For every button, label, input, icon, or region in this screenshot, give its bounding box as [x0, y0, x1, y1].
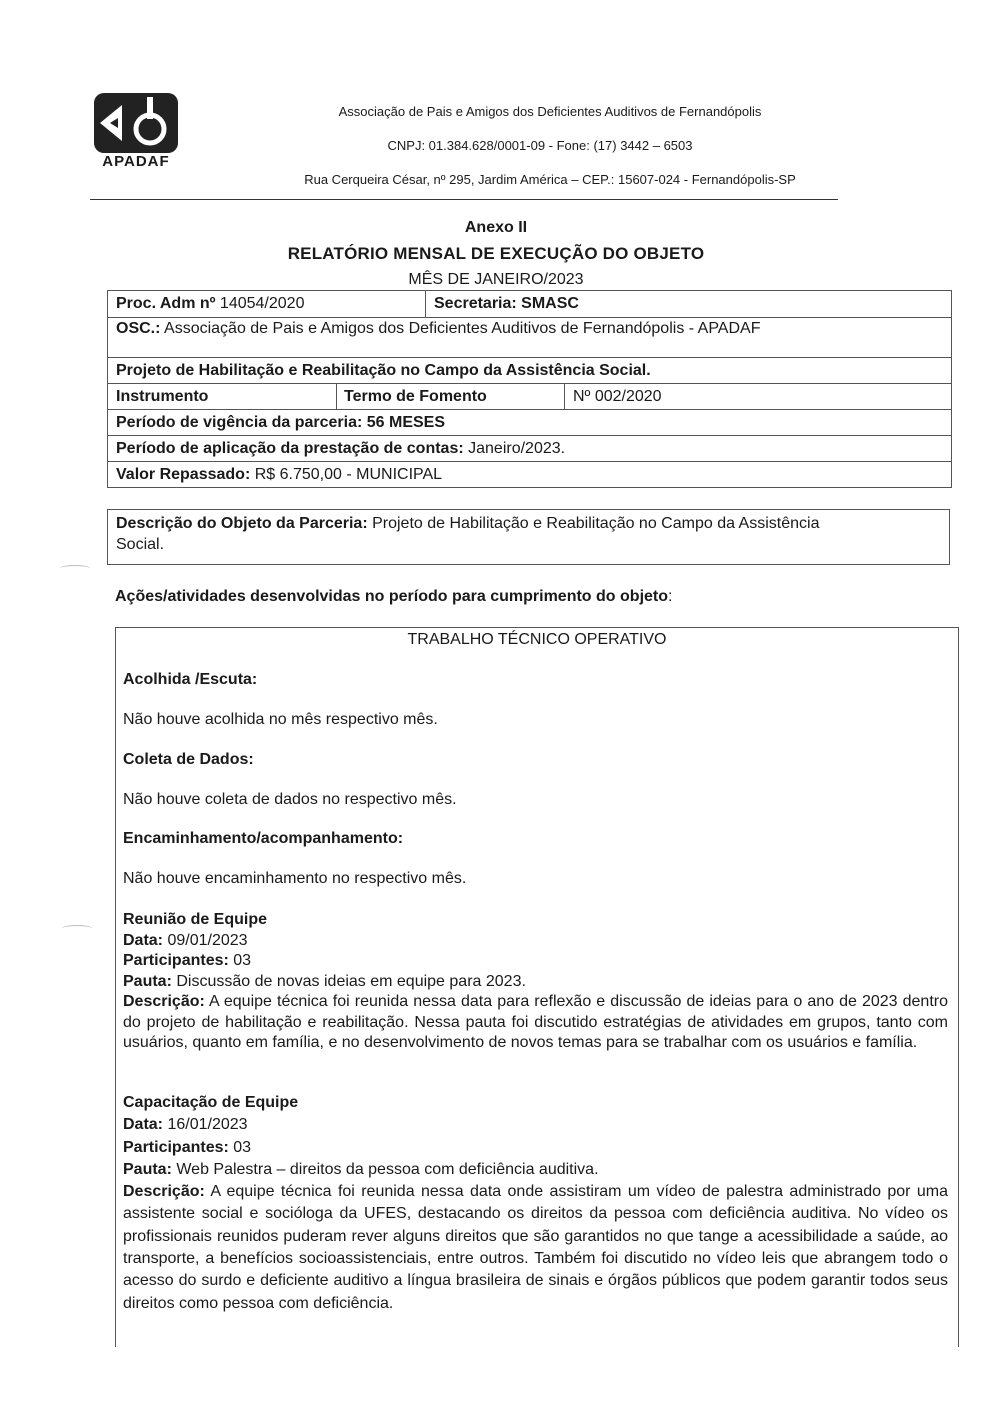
header-divider — [90, 199, 838, 200]
reuniao-descricao — [123, 992, 948, 1054]
description-label: Descrição do Objeto da Parceria: — [116, 515, 368, 532]
association-name: Associação de Pais e Amigos dos Deficientes Auditivos de Fernandópolis — [338, 104, 762, 119]
osc-label: OSC.: — [116, 320, 161, 337]
actions-label: Ações/atividades desenvolvidas no período para cumprimento do objeto — [115, 588, 669, 605]
capacitacao-descricao — [123, 1181, 948, 1315]
proc-value: 14054/2020 — [215, 295, 305, 312]
instrumento-label: Instrumento — [108, 384, 337, 409]
reuniao-participantes — [123, 951, 948, 972]
apadaf-logo — [92, 93, 180, 173]
capacitacao-section — [123, 1092, 948, 1315]
scan-mark — [60, 565, 90, 572]
proc-row — [108, 291, 951, 317]
proc-label: Proc. Adm nº — [116, 295, 216, 312]
capacitacao-pauta — [123, 1159, 948, 1181]
report-title: RELATÓRIO MENSAL DE EXECUÇÃO DO OBJETO — [287, 244, 705, 263]
vigencia-row: Período de vigência da parceria: 56 MESES — [108, 409, 951, 435]
capacitacao-desc-value: A equipe técnica foi reunida nessa data onde assistiram um vídeo de palestra administrado por uma assistente social e socióloga da UFES, destacando os direitos da pessoa com deficiência auditiva. No vídeo os profissionais reunidos puderam rever alguns direitos que são garantidos no que tange a acessibilidade a saúde, ao transporte, a benefícios socioassistenciais, entre outros. Também foi discutido no vídeo leis que abrangem todo o acesso do surdo e deficiente auditivo a língua brasileira de sinais e órgãos públicos que podem garantir todos seus direitos como pessoa com deficiência. — [123, 1183, 948, 1312]
capacitacao-desc-label: Descrição: — [123, 1183, 205, 1201]
numero: Nº 002/2020 — [573, 387, 662, 405]
address-line: Rua Cerqueira César, nº 295, Jardim América – CEP.: 15607-024 - Fernandópolis-SP — [304, 172, 796, 187]
acolhida-text: Não houve acolhida no mês respectivo mês. — [123, 711, 438, 728]
capacitacao-data-value: 16/01/2023 — [163, 1116, 248, 1134]
description-text-2: Social. — [116, 536, 165, 553]
reuniao-desc-label: Descrição: — [123, 993, 205, 1010]
osc-value: Associação de Pais e Amigos dos Deficientes Auditivos de Fernandópolis - APADAF — [160, 320, 761, 337]
reuniao-desc-value: A equipe técnica foi reunida nessa data para reflexão e discussão de ideias para o ano de 2023 dentro do projeto de habilitação e reabilitação. Nessa pauta foi discutido estratégias de atividades em grupos, tanto com usuários, quanto em família, e no desenvolvimento de novos temas para se trabalhar com os usuários e família. — [123, 993, 948, 1051]
capacitacao-part-label: Participantes: — [123, 1138, 229, 1156]
osc-row — [108, 317, 951, 357]
valor-value: R$ 6.750,00 - MUNICIPAL — [250, 465, 443, 483]
instrumento-row — [108, 383, 951, 409]
secretaria: Secretaria: SMASC — [434, 295, 579, 312]
instrumento-value: Termo de Fomento — [337, 384, 565, 409]
capacitacao-title: Capacitação de Equipe — [123, 1094, 299, 1111]
description-text-1: Projeto de Habilitação e Reabilitação no Campo da Assistência — [367, 515, 820, 532]
aplicacao-value: Janeiro/2023. — [463, 439, 566, 457]
annex-label: Anexo II — [464, 219, 528, 236]
valor-row — [108, 461, 951, 487]
technical-work-title: TRABALHO TÉCNICO OPERATIVO — [407, 631, 667, 648]
capacitacao-pauta-label: Pauta: — [123, 1160, 172, 1178]
reuniao-pauta-label: Pauta: — [123, 972, 172, 990]
reuniao-part-label: Participantes: — [123, 952, 229, 969]
object-description — [107, 509, 950, 565]
contact-line: CNPJ: 01.384.628/0001-09 - Fone: (17) 3442 – 6503 — [387, 138, 693, 153]
coleta-text: Não houve coleta de dados no respectivo mês. — [123, 791, 457, 808]
reuniao-data-value: 09/01/2023 — [163, 931, 248, 949]
projeto-row: Projeto de Habilitação e Reabilitação no Campo da Assistência Social. — [108, 357, 951, 383]
scan-mark-2 — [62, 925, 92, 932]
aplicacao-row — [108, 435, 951, 461]
reuniao-section — [123, 910, 948, 1054]
reuniao-data — [123, 931, 948, 952]
reuniao-part-value: 03 — [228, 952, 252, 969]
capacitacao-data-label: Data: — [123, 1116, 164, 1134]
reuniao-pauta — [123, 972, 948, 993]
reuniao-data-label: Data: — [123, 931, 164, 949]
reuniao-title: Reunião de Equipe — [123, 911, 268, 928]
actions-heading — [115, 588, 672, 606]
capacitacao-part-value: 03 — [228, 1138, 252, 1156]
encaminhamento-title: Encaminhamento/acompanhamento: — [123, 830, 404, 847]
info-table — [107, 290, 952, 488]
logo-text: APADAF — [102, 153, 170, 170]
capacitacao-participantes — [123, 1137, 948, 1159]
capacitacao-data — [123, 1114, 948, 1136]
valor-label: Valor Repassado: — [116, 465, 251, 483]
encaminhamento-text: Não houve encaminhamento no respectivo mês. — [123, 870, 467, 887]
aplicacao-label: Período de aplicação da prestação de contas: — [116, 439, 464, 457]
reuniao-pauta-value: Discussão de novas ideias em equipe para 2023. — [171, 972, 526, 990]
capacitacao-pauta-value: Web Palestra – direitos da pessoa com deficiência auditiva. — [171, 1160, 599, 1178]
actions-suffix: : — [668, 588, 673, 605]
report-month: MÊS DE JANEIRO/2023 — [408, 271, 584, 288]
coleta-title: Coleta de Dados: — [123, 751, 254, 768]
acolhida-title: Acolhida /Escuta: — [123, 671, 258, 688]
